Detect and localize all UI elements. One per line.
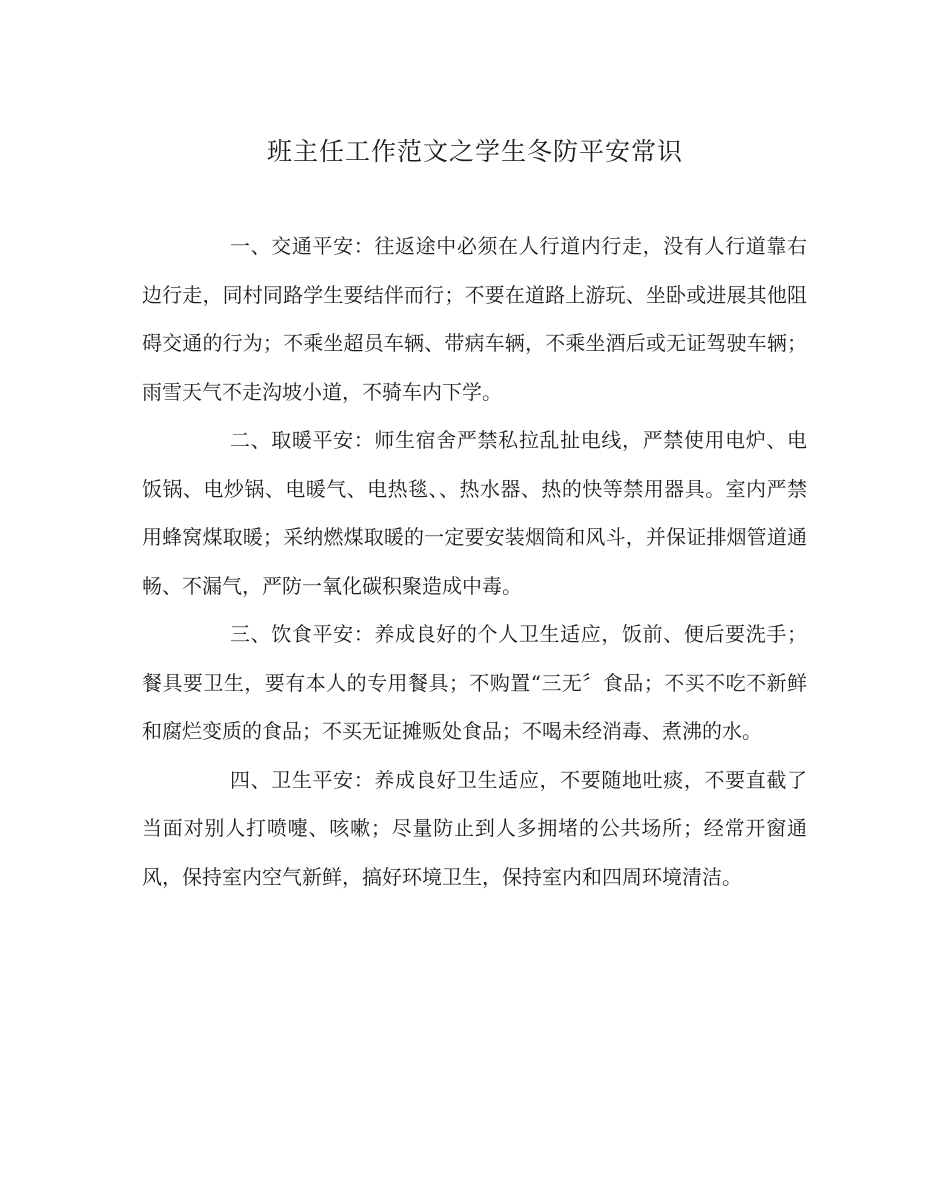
paragraph-traffic-safety: 一、交通平安：往返途中必须在人行道内行走，没有人行道靠右边行走，同村同路学生要结伴而行；不要在道路上游玩、坐卧或进展其他阻碍交通的行为；不乘坐超员车辆、带病车辆，不乘坐酒后或无证驾驶车辆；雨雪天气不走沟坡小道，不骑车内下学。 [142, 234, 807, 404]
page-title: 班主任工作范文之学生冬防平安常识 [266, 137, 683, 166]
document-body [142, 222, 807, 901]
paragraph-food-safety: 三、饮食平安：养成良好的个人卫生适应，饭前、便后要洗手；餐具要卫生，要有本人的专用餐具；不购置“三无〞食品；不买不吃不新鲜和腐烂变质的食品；不买无证摊贩处食品；不喝未经消毒、煮沸的水。 [142, 622, 807, 743]
paragraph-heating-safety: 二、取暖平安：师生宿舍严禁私拉乱扯电线，严禁使用电炉、电饭锅、电炒锅、电暖气、电热毯、、热水器、热的快等禁用器具。室内严禁用蜂窝煤取暖；采纳燃煤取暖的一定要安装烟筒和风斗，并保证排烟管道通畅、不漏气，严防一氧化碳积聚造成中毒。 [142, 428, 807, 598]
paragraph-hygiene-safety: 四、卫生平安：养成良好卫生适应，不要随地吐痰，不要直截了当面对别人打喷嚏、咳嗽；尽量防止到人多拥堵的公共场所；经常开窗通风，保持室内空气新鲜，搞好环境卫生，保持室内和四周环境清洁。 [142, 767, 807, 889]
